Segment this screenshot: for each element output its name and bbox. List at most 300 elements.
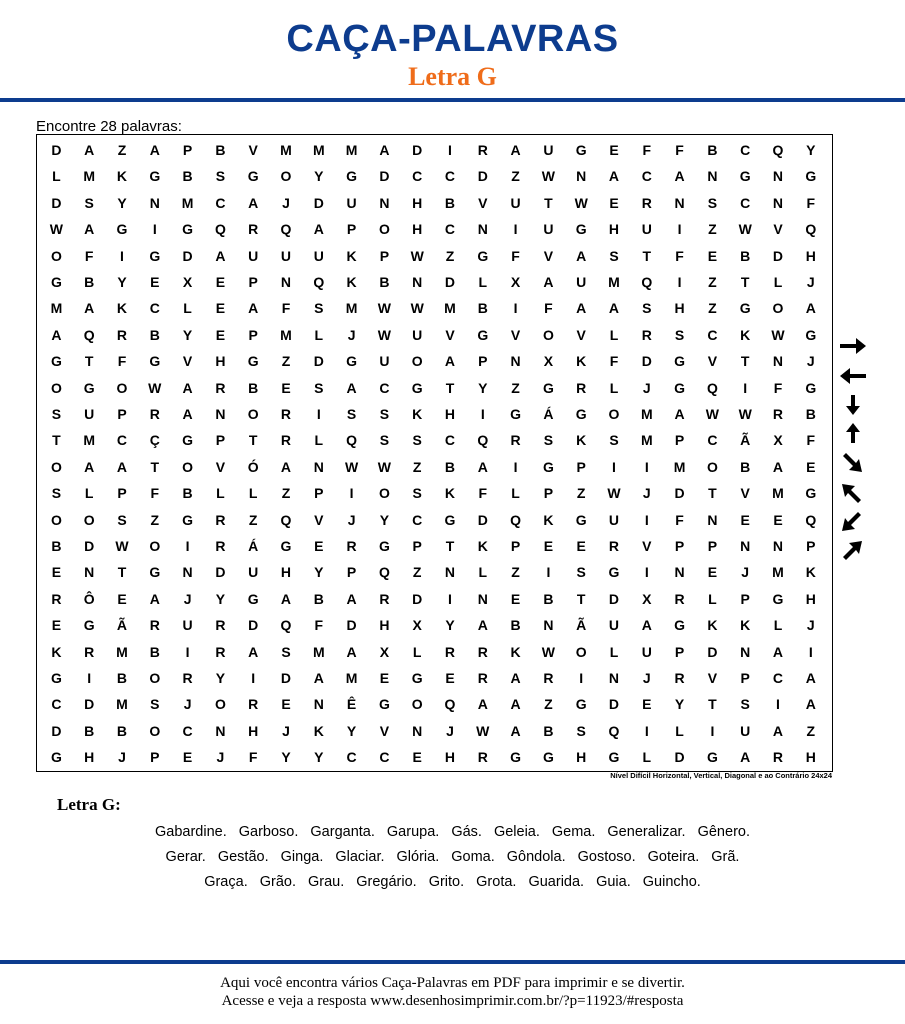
grid-letter[interactable]: N (740, 643, 751, 660)
grid-letter[interactable]: A (248, 194, 259, 211)
grid-letter[interactable]: F (478, 485, 488, 502)
grid-letter[interactable]: G (50, 353, 62, 370)
grid-letter[interactable]: D (51, 722, 62, 739)
grid-letter[interactable]: D (379, 168, 390, 185)
grid-letter[interactable]: U (543, 142, 554, 158)
grid-letter[interactable]: F (675, 247, 684, 264)
grid-letter[interactable]: A (772, 458, 784, 475)
grid-letter[interactable]: G (182, 221, 194, 238)
grid-letter[interactable]: E (215, 326, 226, 343)
grid-letter[interactable]: H (280, 564, 292, 581)
grid-letter[interactable]: H (248, 722, 259, 739)
grid-letter[interactable]: B (510, 617, 521, 634)
grid-letter[interactable]: S (674, 326, 685, 343)
grid-letter[interactable]: O (149, 722, 161, 739)
grid-letter[interactable]: O (116, 379, 128, 396)
grid-letter[interactable]: Q (280, 617, 292, 634)
grid-letter[interactable]: Z (511, 564, 520, 581)
grid-letter[interactable]: P (674, 643, 685, 660)
grid-letter[interactable]: U (641, 221, 652, 238)
grid-letter[interactable]: A (313, 221, 324, 238)
grid-letter[interactable]: U (248, 247, 259, 264)
grid-letter[interactable]: N (576, 168, 587, 185)
grid-letter[interactable]: E (150, 274, 160, 290)
grid-letter[interactable]: E (609, 194, 619, 211)
grid-letter[interactable]: M (280, 142, 292, 158)
grid-letter[interactable]: P (379, 247, 390, 264)
grid-letter[interactable]: C (740, 194, 751, 211)
grid-letter[interactable]: W (541, 643, 555, 660)
grid-letter[interactable]: T (740, 274, 750, 290)
grid-letter[interactable]: E (707, 564, 718, 581)
grid-letter[interactable]: F (150, 485, 160, 502)
grid-letter[interactable]: L (609, 643, 619, 660)
grid-letter[interactable]: A (772, 643, 784, 660)
grid-letter[interactable]: R (641, 326, 652, 343)
grid-letter[interactable]: O (149, 670, 161, 686)
grid-letter[interactable]: A (280, 458, 292, 475)
grid-letter[interactable]: N (84, 564, 95, 581)
grid-letter[interactable]: D (346, 617, 357, 634)
grid-letter[interactable]: J (806, 353, 815, 370)
grid-letter[interactable]: K (510, 643, 521, 660)
grid-letter[interactable]: J (806, 617, 815, 634)
grid-letter[interactable]: M (608, 274, 620, 290)
grid-letter[interactable]: K (707, 617, 718, 634)
grid-letter[interactable]: A (84, 221, 95, 238)
grid-letter[interactable]: S (412, 485, 422, 502)
grid-letter[interactable]: A (346, 643, 357, 660)
grid-letter[interactable]: I (448, 142, 452, 158)
grid-letter[interactable]: K (477, 538, 488, 554)
grid-letter[interactable]: T (84, 353, 94, 370)
grid-letter[interactable]: E (543, 538, 554, 554)
grid-letter[interactable]: R (149, 617, 160, 634)
grid-letter[interactable]: C (51, 696, 62, 713)
grid-letter[interactable]: N (215, 406, 226, 422)
grid-letter[interactable]: O (772, 300, 784, 317)
grid-letter[interactable]: S (346, 406, 357, 422)
grid-letter[interactable]: A (510, 670, 521, 686)
grid-letter[interactable]: O (149, 538, 161, 554)
grid-letter[interactable]: M (312, 643, 325, 660)
grid-letter[interactable]: U (313, 247, 324, 264)
grid-letter[interactable]: G (247, 353, 259, 370)
grid-letter[interactable]: G (510, 406, 522, 422)
grid-letter[interactable]: R (379, 590, 390, 607)
grid-letter[interactable]: R (346, 538, 357, 554)
grid-letter[interactable]: H (805, 590, 816, 607)
grid-letter[interactable]: U (641, 643, 652, 660)
grid-letter[interactable]: D (674, 749, 685, 766)
grid-letter[interactable]: V (707, 670, 718, 686)
grid-letter[interactable]: X (773, 432, 783, 449)
grid-letter[interactable]: N (379, 194, 390, 211)
grid-letter[interactable]: W (705, 406, 719, 422)
grid-letter[interactable]: D (84, 538, 95, 554)
grid-letter[interactable]: M (640, 432, 653, 449)
grid-letter[interactable]: E (642, 696, 652, 713)
grid-letter[interactable]: M (50, 300, 63, 317)
grid-letter[interactable]: A (182, 406, 193, 422)
grid-letter[interactable]: P (412, 538, 422, 554)
grid-letter[interactable]: K (313, 722, 324, 739)
grid-letter[interactable]: R (149, 406, 160, 422)
grid-letter[interactable]: Y (346, 722, 357, 739)
grid-letter[interactable]: D (51, 194, 62, 211)
grid-letter[interactable]: N (510, 353, 521, 370)
grid-letter[interactable]: X (379, 643, 390, 660)
grid-letter[interactable]: D (707, 643, 718, 660)
grid-letter[interactable]: Z (150, 511, 160, 528)
grid-letter[interactable]: N (477, 590, 488, 607)
grid-letter[interactable]: H (608, 221, 620, 238)
grid-letter[interactable]: W (344, 458, 359, 475)
grid-letter[interactable]: D (412, 142, 423, 158)
grid-letter[interactable]: H (215, 353, 226, 370)
grid-letter[interactable]: W (410, 300, 424, 317)
grid-letter[interactable]: J (642, 379, 651, 396)
grid-letter[interactable]: G (542, 379, 554, 396)
grid-letter[interactable]: A (84, 300, 95, 317)
grid-letter[interactable]: L (314, 432, 324, 449)
grid-letter[interactable]: R (51, 590, 62, 607)
grid-letter[interactable]: I (776, 696, 780, 713)
grid-letter[interactable]: P (674, 432, 685, 449)
grid-letter[interactable]: A (346, 590, 357, 607)
grid-letter[interactable]: V (576, 326, 586, 343)
grid-letter[interactable]: S (117, 511, 127, 528)
grid-letter[interactable]: T (544, 194, 553, 211)
grid-letter[interactable]: E (740, 511, 750, 528)
grid-letter[interactable]: T (52, 432, 61, 449)
grid-letter[interactable]: T (445, 538, 455, 554)
grid-letter[interactable]: Y (674, 696, 685, 713)
grid-letter[interactable]: S (314, 379, 324, 396)
grid-letter[interactable]: M (673, 458, 686, 475)
grid-letter[interactable]: A (444, 353, 456, 370)
grid-letter[interactable]: D (608, 696, 620, 713)
grid-letter[interactable]: W (476, 722, 490, 739)
grid-letter[interactable]: F (773, 379, 783, 396)
grid-letter[interactable]: B (740, 458, 751, 475)
grid-letter[interactable]: B (248, 379, 259, 396)
grid-letter[interactable]: Z (281, 485, 291, 502)
grid-letter[interactable]: H (379, 617, 390, 634)
grid-letter[interactable]: P (346, 564, 357, 581)
grid-letter[interactable]: T (708, 696, 717, 713)
grid-letter[interactable]: N (280, 274, 292, 290)
grid-letter[interactable]: F (117, 353, 127, 370)
grid-letter[interactable]: V (182, 353, 193, 370)
grid-letter[interactable]: B (805, 406, 816, 422)
grid-letter[interactable]: Q (805, 511, 817, 528)
grid-letter[interactable]: I (316, 406, 321, 422)
grid-letter[interactable]: G (542, 749, 554, 766)
grid-letter[interactable]: U (576, 274, 587, 290)
grid-letter[interactable]: E (773, 511, 783, 528)
grid-letter[interactable]: Q (805, 221, 817, 238)
grid-letter[interactable]: G (575, 221, 587, 238)
grid-letter[interactable]: Z (248, 511, 258, 528)
grid-letter[interactable]: A (215, 247, 226, 264)
grid-letter[interactable]: K (346, 247, 357, 264)
grid-letter[interactable]: W (49, 221, 63, 238)
grid-letter[interactable]: R (674, 590, 685, 607)
grid-letter[interactable]: S (281, 643, 291, 660)
grid-letter[interactable]: I (644, 722, 649, 739)
grid-letter[interactable]: Z (511, 168, 520, 185)
grid-letter[interactable]: Q (510, 511, 522, 528)
grid-letter[interactable]: D (313, 194, 324, 211)
grid-letter[interactable]: H (412, 194, 423, 211)
grid-letter[interactable]: Y (281, 749, 291, 766)
grid-letter[interactable]: R (477, 142, 488, 158)
grid-letter[interactable]: R (772, 406, 784, 422)
grid-letter[interactable]: R (280, 432, 292, 449)
grid-letter[interactable]: Ã (740, 432, 751, 449)
grid-letter[interactable]: R (215, 511, 226, 528)
grid-letter[interactable]: S (609, 432, 619, 449)
grid-letter[interactable]: B (116, 670, 128, 686)
grid-letter[interactable]: D (182, 247, 193, 264)
grid-letter[interactable]: V (379, 722, 390, 739)
grid-letter[interactable]: X (543, 353, 554, 370)
grid-letter[interactable]: S (150, 696, 160, 713)
grid-letter[interactable]: M (83, 432, 96, 449)
grid-letter[interactable]: Ô (83, 590, 95, 607)
grid-letter[interactable]: Ã (116, 617, 128, 634)
grid-letter[interactable]: K (543, 511, 554, 528)
grid-letter[interactable]: Y (182, 326, 193, 343)
grid-letter[interactable]: I (710, 722, 715, 739)
grid-letter[interactable]: Ê (346, 696, 357, 713)
grid-letter[interactable]: A (674, 406, 685, 422)
grid-letter[interactable]: P (346, 221, 357, 238)
grid-letter[interactable]: M (640, 406, 653, 422)
grid-letter[interactable]: Q (444, 696, 456, 713)
grid-letter[interactable]: Z (708, 274, 717, 290)
grid-letter[interactable]: N (313, 696, 324, 713)
grid-letter[interactable]: D (412, 590, 423, 607)
grid-letter[interactable]: F (281, 300, 291, 317)
grid-letter[interactable]: D (313, 353, 324, 370)
grid-letter[interactable]: Ó (247, 458, 259, 475)
grid-letter[interactable]: E (806, 458, 816, 475)
grid-letter[interactable]: R (248, 696, 259, 713)
grid-letter[interactable]: S (412, 432, 422, 449)
grid-letter[interactable]: G (575, 142, 587, 158)
grid-letter[interactable]: Á (248, 538, 259, 554)
grid-letter[interactable]: B (215, 142, 226, 158)
grid-letter[interactable]: W (738, 406, 752, 422)
grid-letter[interactable]: E (51, 564, 62, 581)
grid-letter[interactable]: L (314, 326, 324, 343)
grid-letter[interactable]: G (346, 353, 358, 370)
grid-letter[interactable]: W (377, 300, 391, 317)
grid-letter[interactable]: F (84, 247, 94, 264)
grid-letter[interactable]: E (281, 379, 291, 396)
grid-letter[interactable]: L (248, 485, 258, 502)
grid-letter[interactable]: J (741, 564, 750, 581)
grid-letter[interactable]: G (444, 511, 456, 528)
grid-letter[interactable]: D (51, 142, 62, 158)
grid-letter[interactable]: D (280, 670, 292, 686)
grid-letter[interactable]: Z (445, 247, 455, 264)
grid-letter[interactable]: C (444, 221, 456, 238)
grid-letter[interactable]: N (149, 194, 160, 211)
grid-letter[interactable]: H (84, 749, 95, 766)
grid-letter[interactable]: E (314, 538, 324, 554)
grid-letter[interactable]: A (477, 458, 488, 475)
grid-letter[interactable]: F (314, 617, 324, 634)
grid-letter[interactable]: G (772, 590, 784, 607)
grid-letter[interactable]: S (609, 247, 619, 264)
grid-letter[interactable]: N (215, 722, 226, 739)
grid-letter[interactable]: G (739, 168, 751, 185)
grid-letter[interactable]: C (707, 326, 718, 343)
grid-letter[interactable]: E (51, 617, 62, 634)
grid-letter[interactable]: X (182, 274, 193, 290)
grid-letter[interactable]: J (446, 722, 454, 739)
grid-letter[interactable]: O (608, 406, 620, 422)
grid-letter[interactable]: W (738, 221, 752, 238)
grid-letter[interactable]: S (215, 168, 226, 185)
grid-letter[interactable]: G (50, 670, 62, 686)
grid-letter[interactable]: J (347, 326, 356, 343)
grid-letter[interactable]: Ã (576, 617, 587, 634)
grid-letter[interactable]: M (772, 564, 784, 581)
grid-letter[interactable]: G (83, 379, 95, 396)
grid-letter[interactable]: G (805, 485, 817, 502)
grid-letter[interactable]: O (280, 168, 292, 185)
grid-letter[interactable]: K (576, 432, 587, 449)
grid-letter[interactable]: C (379, 749, 390, 766)
grid-letter[interactable]: Q (313, 274, 325, 290)
grid-letter[interactable]: H (805, 749, 816, 766)
grid-letter[interactable]: N (182, 564, 193, 581)
grid-letter[interactable]: L (84, 485, 94, 502)
grid-letter[interactable]: U (248, 564, 259, 581)
grid-letter[interactable]: Z (117, 142, 127, 158)
grid-letter[interactable]: C (116, 432, 128, 449)
grid-letter[interactable]: O (411, 353, 423, 370)
grid-letter[interactable]: L (52, 168, 61, 185)
grid-letter[interactable]: I (743, 379, 748, 396)
grid-letter[interactable]: L (511, 485, 520, 502)
grid-letter[interactable]: U (543, 221, 554, 238)
grid-letter[interactable]: B (84, 274, 95, 290)
grid-letter[interactable]: M (345, 300, 358, 317)
grid-letter[interactable]: E (510, 590, 521, 607)
grid-letter[interactable]: Q (214, 221, 226, 238)
grid-letter[interactable]: I (644, 564, 649, 581)
grid-letter[interactable]: P (248, 326, 258, 343)
grid-letter[interactable]: P (543, 485, 554, 502)
grid-letter[interactable]: K (740, 326, 751, 343)
grid-letter[interactable]: E (445, 670, 455, 686)
grid-letter[interactable]: M (280, 326, 292, 343)
grid-letter[interactable]: G (116, 221, 128, 238)
grid-letter[interactable]: A (576, 247, 587, 264)
grid-letter[interactable]: G (50, 749, 62, 766)
grid-letter[interactable]: L (478, 564, 488, 581)
grid-letter[interactable]: G (510, 749, 522, 766)
grid-letter[interactable]: A (608, 300, 620, 317)
grid-letter[interactable]: U (740, 722, 751, 739)
grid-letter[interactable]: C (215, 194, 226, 211)
grid-letter[interactable]: J (216, 749, 225, 766)
grid-letter[interactable]: O (706, 458, 718, 475)
grid-letter[interactable]: D (215, 564, 226, 581)
grid-letter[interactable]: R (772, 749, 784, 766)
grid-letter[interactable]: I (612, 458, 616, 475)
grid-letter[interactable]: G (608, 749, 620, 766)
grid-letter[interactable]: C (346, 749, 357, 766)
grid-letter[interactable]: M (181, 194, 194, 211)
grid-letter[interactable]: R (477, 643, 488, 660)
grid-letter[interactable]: V (740, 485, 750, 502)
grid-letter[interactable]: V (707, 353, 718, 370)
grid-letter[interactable]: W (377, 326, 391, 343)
grid-letter[interactable]: R (84, 643, 95, 660)
grid-letter[interactable]: O (50, 458, 62, 475)
grid-letter[interactable]: H (412, 221, 423, 238)
grid-letter[interactable]: O (50, 247, 62, 264)
grid-letter[interactable]: S (740, 696, 750, 713)
grid-letter[interactable]: B (116, 722, 128, 739)
grid-letter[interactable]: Z (544, 696, 553, 713)
grid-letter[interactable]: D (248, 617, 259, 634)
grid-letter[interactable]: B (740, 247, 751, 264)
grid-letter[interactable]: B (707, 142, 718, 158)
grid-letter[interactable]: Y (445, 617, 455, 634)
grid-letter[interactable]: J (282, 722, 290, 739)
grid-letter[interactable]: C (182, 722, 193, 739)
grid-letter[interactable]: S (642, 300, 652, 317)
grid-letter[interactable]: S (543, 432, 554, 449)
grid-letter[interactable]: I (677, 274, 682, 290)
grid-letter[interactable]: B (543, 722, 554, 739)
grid-letter[interactable]: L (216, 485, 225, 502)
grid-letter[interactable]: I (480, 406, 485, 422)
grid-letter[interactable]: J (347, 511, 356, 528)
grid-letter[interactable]: X (642, 590, 652, 607)
grid-letter[interactable]: A (248, 643, 259, 660)
grid-letter[interactable]: U (379, 353, 390, 370)
grid-letter[interactable]: R (215, 643, 226, 660)
grid-letter[interactable]: D (608, 590, 620, 607)
grid-letter[interactable]: O (182, 458, 194, 475)
grid-letter[interactable]: I (579, 670, 584, 686)
grid-letter[interactable]: P (806, 538, 816, 554)
grid-letter[interactable]: P (740, 670, 750, 686)
grid-letter[interactable]: A (116, 458, 128, 475)
grid-letter[interactable]: B (543, 590, 554, 607)
grid-letter[interactable]: B (313, 590, 324, 607)
grid-letter[interactable]: J (183, 696, 192, 713)
grid-letter[interactable]: N (543, 617, 554, 634)
grid-letter[interactable]: N (772, 353, 784, 370)
grid-letter[interactable]: A (84, 458, 95, 475)
grid-letter[interactable]: Q (608, 722, 620, 739)
grid-letter[interactable]: A (313, 670, 324, 686)
grid-letter[interactable]: H (444, 406, 456, 422)
grid-letter[interactable]: E (281, 696, 291, 713)
grid-letter[interactable]: A (674, 168, 685, 185)
grid-letter[interactable]: L (773, 274, 783, 290)
grid-letter[interactable]: A (543, 274, 554, 290)
